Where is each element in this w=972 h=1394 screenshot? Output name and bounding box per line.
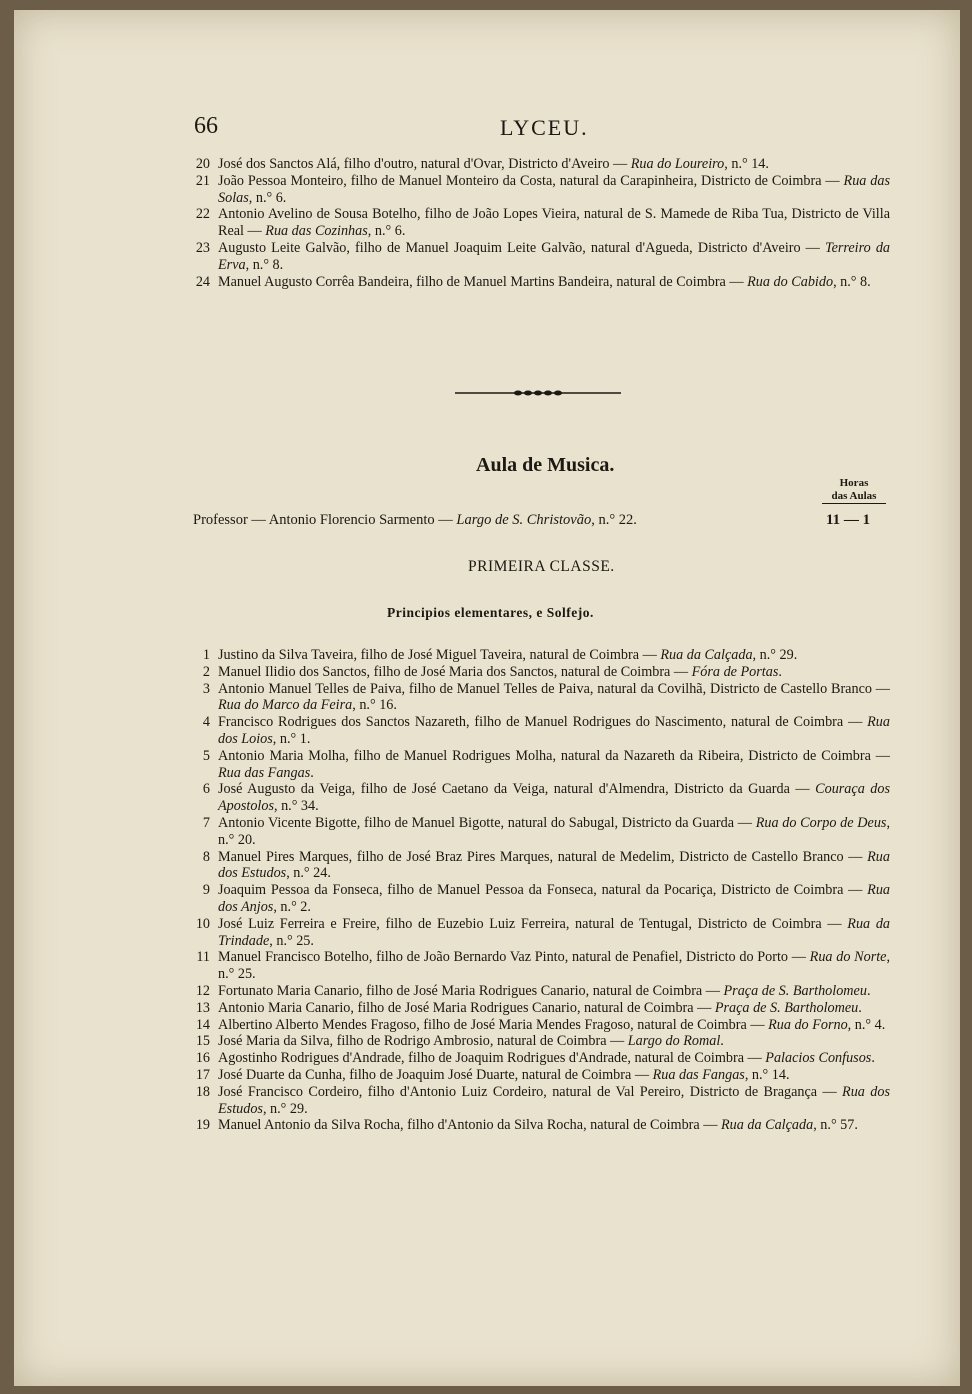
entry-body: [218, 1084, 890, 1118]
student-entry: [190, 681, 890, 715]
entry-address: Terreiro da Erva: [218, 239, 891, 273]
entry-text: Antonio Maria Canario, filho de José Maria Rodrigues Canario, natural de Coimbra —: [218, 999, 712, 1016]
class-subtitle: Principios elementares, e Solfejo.: [387, 605, 594, 620]
entry-body: [218, 1033, 890, 1050]
professor-hours: 11 — 1: [826, 512, 871, 528]
entry-address: Praça de S. Bartholomeu: [723, 982, 867, 999]
entry-address: Rua dos Estudos: [218, 1083, 890, 1117]
student-entry: [190, 1000, 890, 1017]
entry-number: 12: [195, 982, 210, 999]
entry-tail: , n.° 1.: [272, 730, 311, 747]
entry-address: Couraça dos Apostolos: [218, 781, 891, 815]
student-entry: [190, 1017, 890, 1034]
entry-number: 8: [202, 848, 210, 865]
running-title: LYCEU.: [500, 115, 589, 140]
entry-number: 19: [195, 1117, 210, 1134]
hours-header: [822, 477, 886, 503]
entry-tail: , n.° 34.: [273, 798, 319, 815]
hours-header-line2: das Aulas: [831, 490, 877, 502]
student-entry: [190, 983, 890, 1000]
student-list-top: [190, 156, 890, 290]
student-entry: [190, 156, 890, 173]
entry-address: Rua do Forno: [768, 1016, 848, 1033]
entry-number: 5: [202, 747, 210, 764]
student-entry: [190, 647, 890, 664]
student-entry: [190, 206, 890, 240]
entry-address: Rua das Solas: [218, 172, 890, 206]
professor-address: Largo de S. Christovão: [456, 512, 592, 528]
entry-tail: , n.° 8.: [245, 256, 284, 273]
entry-number: 2: [202, 663, 210, 680]
entry-tail: , n.° 24.: [286, 865, 331, 882]
student-entry: [190, 1050, 890, 1067]
entry-address: Rua das Fangas: [652, 1066, 745, 1083]
student-entry: [190, 849, 890, 883]
student-entry: [190, 882, 890, 916]
entry-text: Manuel Augusto Corrêa Bandeira, filho de Manuel Martins Bandeira, natural de Coimbra —: [218, 273, 744, 290]
entry-tail: , n.° 6.: [248, 189, 287, 206]
entry-body: [218, 240, 890, 274]
student-entry: [190, 664, 890, 681]
page: [14, 10, 960, 1386]
section-title: Aula de Musica.: [476, 454, 615, 476]
entry-text: José Augusto da Veiga, filho de José Caetano da Veiga, natural d'Almendra, Districto da Guarda —: [218, 781, 810, 798]
entry-text: Agostinho Rodrigues d'Andrade, filho de Joaquim Rodrigues d'Andrade, natural de Coimbra —: [218, 1050, 762, 1067]
entry-number: 13: [195, 999, 210, 1016]
hours-rule: [822, 503, 886, 507]
entry-body: [218, 1017, 890, 1034]
entry-tail: , n.° 57.: [813, 1117, 858, 1134]
entry-address: Rua da Calçada: [720, 1117, 814, 1134]
entry-number: 20: [195, 156, 210, 172]
entry-body: [218, 1050, 890, 1067]
student-entry: [190, 1084, 890, 1118]
entry-address: Rua dos Loios: [218, 714, 890, 747]
entry-tail: .: [858, 999, 862, 1016]
entry-body: [218, 748, 890, 782]
student-entry: [190, 916, 890, 950]
student-entry: [190, 1117, 890, 1134]
entry-text: Antonio Manuel Telles de Paiva, filho de Manuel Telles de Paiva, natural da Covilhã, Districto de Castello Branco —: [218, 680, 890, 697]
entry-body: [218, 882, 890, 916]
entry-text: João Pessoa Monteiro, filho de Manuel Monteiro da Costa, natural da Carapinheira, Districto de Coimbra —: [218, 172, 840, 189]
ornament-divider: [455, 390, 621, 396]
entry-tail: , n.° 29.: [752, 647, 798, 663]
entry-tail: , n.° 25.: [218, 949, 891, 983]
entry-address: Rua da Trindade: [218, 915, 891, 949]
entry-address: Largo do Romal: [627, 1033, 721, 1050]
hours-header-line1: Horas: [839, 477, 869, 489]
entry-text: José Maria da Silva, filho de Rodrigo Ambrosio, natural de Coimbra —: [218, 1033, 625, 1050]
professor-prefix: Professor — Antonio Florencio Sarmento —: [193, 512, 453, 528]
entry-body: [218, 714, 890, 748]
student-entry: [190, 748, 890, 782]
student-entry: [190, 274, 890, 291]
entry-address: Rua dos Anjos: [218, 882, 891, 915]
entry-number: 10: [195, 915, 210, 932]
entry-body: [218, 647, 890, 664]
entry-tail: , n.° 16.: [352, 697, 397, 714]
entry-number: 9: [202, 882, 210, 899]
entry-number: 3: [202, 680, 210, 697]
entry-body: [218, 815, 890, 849]
entry-tail: , n.° 8.: [833, 273, 871, 290]
entry-text: Antonio Avelino de Sousa Botelho, filho de João Lopes Vieira, natural de S. Mamede de Riba Tua, Districto de Villa Real —: [218, 206, 890, 240]
student-entry: [190, 714, 890, 748]
entry-tail: , n.° 14.: [724, 156, 769, 172]
entry-address: Rua dos Estudos: [218, 848, 890, 882]
entry-address: Rua da Calçada: [660, 647, 753, 663]
entry-number: 17: [195, 1066, 210, 1083]
entry-number: 6: [202, 781, 210, 798]
entry-tail: .: [310, 764, 314, 781]
student-entry: [190, 1033, 890, 1050]
entry-text: José Duarte da Cunha, filho de Joaquim José Duarte, natural de Coimbra —: [218, 1066, 650, 1083]
entry-tail: , n.° 2.: [273, 898, 311, 915]
entry-tail: .: [778, 663, 782, 680]
student-entry: [190, 240, 890, 274]
entry-tail: .: [866, 982, 871, 999]
entry-text: José Luiz Ferreira e Freire, filho de Euzebio Luiz Ferreira, natural de Tentugal, Districto de Coimbra —: [218, 915, 842, 932]
entry-number: 14: [195, 1016, 210, 1033]
entry-number: 23: [195, 239, 210, 256]
entry-address: Rua do Loureiro: [630, 156, 725, 172]
student-list-bottom: [190, 647, 890, 1134]
entry-tail: , n.° 29.: [262, 1100, 308, 1117]
entry-number: 22: [195, 206, 210, 223]
entry-text: Antonio Vicente Bigotte, filho de Manuel Bigotte, natural do Sabugal, Districto da Guarda —: [218, 814, 752, 831]
entry-body: [218, 916, 890, 950]
entry-text: Joaquim Pessoa da Fonseca, filho de Manuel Pessoa da Fonseca, natural da Pocariça, Districto de Coimbra —: [218, 882, 863, 899]
entry-text: Justino da Silva Taveira, filho de José Miguel Taveira, natural de Coimbra —: [218, 647, 657, 663]
entry-address: Praça de S. Bartholomeu: [714, 999, 859, 1016]
entry-text: Francisco Rodrigues dos Sanctos Nazareth, filho de Manuel Rodrigues do Nascimento, natural de Coimbra —: [218, 714, 863, 731]
entry-address: Fóra de Portas: [691, 663, 779, 680]
entry-body: [218, 949, 890, 983]
entry-body: [218, 1000, 890, 1017]
page-number: 66: [194, 113, 218, 139]
entry-tail: , n.° 14.: [744, 1066, 790, 1083]
entry-text: Manuel Pires Marques, filho de José Braz Pires Marques, natural de Medelim, Districto de Castello Branco —: [218, 848, 863, 865]
entry-body: [218, 173, 890, 207]
entry-number: 16: [195, 1050, 210, 1067]
entry-body: [218, 206, 890, 240]
entry-text: Manuel Antonio da Silva Rocha, filho d'Antonio da Silva Rocha, natural de Coimbra —: [218, 1117, 718, 1134]
entry-number: 18: [195, 1083, 210, 1100]
student-entry: [190, 173, 890, 207]
entry-text: Augusto Leite Galvão, filho de Manuel Joaquim Leite Galvão, natural d'Agueda, Districto d'Aveiro —: [218, 239, 820, 256]
entry-number: 11: [196, 949, 210, 966]
entry-tail: .: [720, 1033, 724, 1050]
entry-address: Rua do Corpo de Deus: [755, 814, 887, 831]
entry-number: 4: [202, 714, 210, 731]
entry-text: Manuel Francisco Botelho, filho de João Bernardo Vaz Pinto, natural de Penafiel, Districto do Porto —: [218, 949, 806, 966]
entry-tail: , n.° 4.: [847, 1016, 886, 1033]
entry-tail: , n.° 25.: [269, 932, 314, 949]
entry-body: [218, 1067, 890, 1084]
entry-tail: , n.° 20.: [218, 814, 890, 848]
entry-number: 1: [202, 647, 210, 663]
student-entry: [190, 1067, 890, 1084]
entry-body: [218, 681, 890, 715]
professor-line: [193, 512, 637, 529]
entry-body: [218, 781, 890, 815]
entry-body: [218, 664, 890, 681]
entry-text: José dos Sanctos Alá, filho d'outro, natural d'Ovar, Districto d'Aveiro —: [218, 156, 628, 172]
entry-address: Rua das Fangas: [218, 764, 311, 781]
student-entry: [190, 781, 890, 815]
entry-text: Manuel Ilidio dos Sanctos, filho de José Maria dos Sanctos, natural de Coimbra —: [218, 663, 689, 680]
entry-number: 21: [195, 172, 210, 189]
class-heading: PRIMEIRA CLASSE.: [468, 558, 615, 575]
entry-tail: , n.° 6.: [367, 223, 406, 240]
entry-address: Palacios Confusos: [765, 1050, 872, 1067]
entry-body: [218, 1117, 890, 1134]
entry-text: Albertino Alberto Mendes Fragoso, filho de José Maria Mendes Fragoso, natural de Coimbra —: [218, 1016, 765, 1033]
professor-tail: , n.° 22.: [591, 512, 637, 528]
entry-tail: .: [871, 1050, 875, 1067]
entry-address: Rua do Norte: [809, 949, 887, 966]
entry-text: Antonio Maria Molha, filho de Manuel Rodrigues Molha, natural da Nazareth da Ribeira, Districto de Coimbra —: [218, 747, 890, 764]
student-entry: [190, 815, 890, 849]
entry-body: [218, 983, 890, 1000]
entry-number: 7: [202, 814, 210, 831]
entry-text: José Francisco Cordeiro, filho d'Antonio Luiz Cordeiro, natural de Val Pereiro, Districto de Bragança —: [218, 1083, 837, 1100]
entry-number: 15: [195, 1033, 210, 1050]
student-entry: [190, 949, 890, 983]
entry-address: Rua das Cozinhas: [265, 223, 368, 240]
entry-address: Rua do Marco da Feira: [218, 697, 353, 714]
entry-text: Fortunato Maria Canario, filho de José Maria Rodrigues Canario, natural de Coimbra —: [218, 982, 720, 999]
entry-body: [218, 156, 890, 173]
entry-address: Rua do Cabido: [747, 273, 834, 290]
entry-number: 24: [195, 273, 210, 290]
entry-body: [218, 849, 890, 883]
entry-body: [218, 274, 890, 291]
